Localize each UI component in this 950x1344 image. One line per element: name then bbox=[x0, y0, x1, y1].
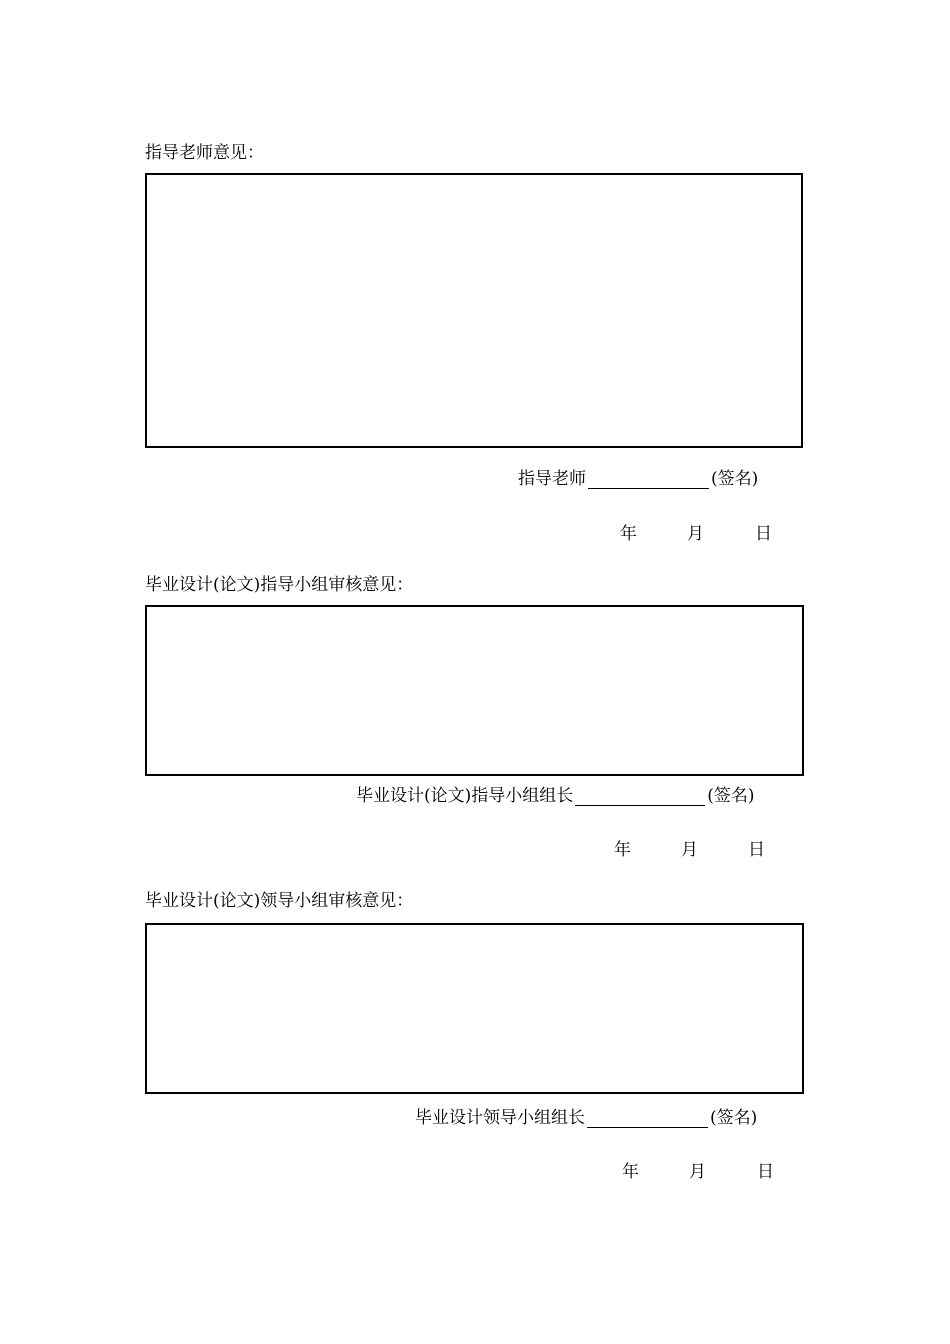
teacher-date-month: 月 bbox=[687, 524, 704, 544]
leadership-group-date-day: 日 bbox=[757, 1162, 774, 1182]
leadership-group-opinion-box[interactable] bbox=[145, 923, 804, 1094]
teacher-opinion-heading: 指导老师意见： bbox=[145, 143, 264, 163]
teacher-signer-label: 指导老师 bbox=[518, 469, 586, 489]
teacher-sign-note: (签名) bbox=[711, 469, 759, 489]
guidance-group-signature-line[interactable] bbox=[575, 787, 705, 806]
guidance-group-signature-row bbox=[356, 786, 755, 806]
leadership-group-date-year: 年 bbox=[622, 1162, 639, 1182]
leadership-group-signature-line[interactable] bbox=[587, 1109, 708, 1128]
teacher-date-day: 日 bbox=[755, 524, 772, 544]
teacher-signature-row bbox=[518, 469, 758, 489]
teacher-signature-line[interactable] bbox=[588, 470, 709, 489]
guidance-group-signer-label: 毕业设计(论文)指导小组组长 bbox=[356, 786, 574, 806]
guidance-group-opinion-heading: 毕业设计(论文)指导小组审核意见： bbox=[145, 575, 414, 595]
leadership-group-sign-note: (签名) bbox=[710, 1108, 758, 1128]
leadership-group-opinion-heading: 毕业设计(论文)领导小组审核意见： bbox=[145, 891, 414, 911]
guidance-group-sign-note: (签名) bbox=[707, 786, 755, 806]
teacher-opinion-box[interactable] bbox=[145, 173, 803, 448]
leadership-group-date-month: 月 bbox=[689, 1162, 706, 1182]
teacher-date-year: 年 bbox=[620, 524, 637, 544]
leadership-group-signer-label: 毕业设计领导小组组长 bbox=[415, 1108, 585, 1128]
guidance-group-opinion-box[interactable] bbox=[145, 605, 804, 776]
guidance-group-date-year: 年 bbox=[614, 840, 631, 860]
leadership-group-signature-row bbox=[415, 1108, 757, 1128]
guidance-group-date-day: 日 bbox=[748, 840, 765, 860]
guidance-group-date-month: 月 bbox=[681, 840, 698, 860]
